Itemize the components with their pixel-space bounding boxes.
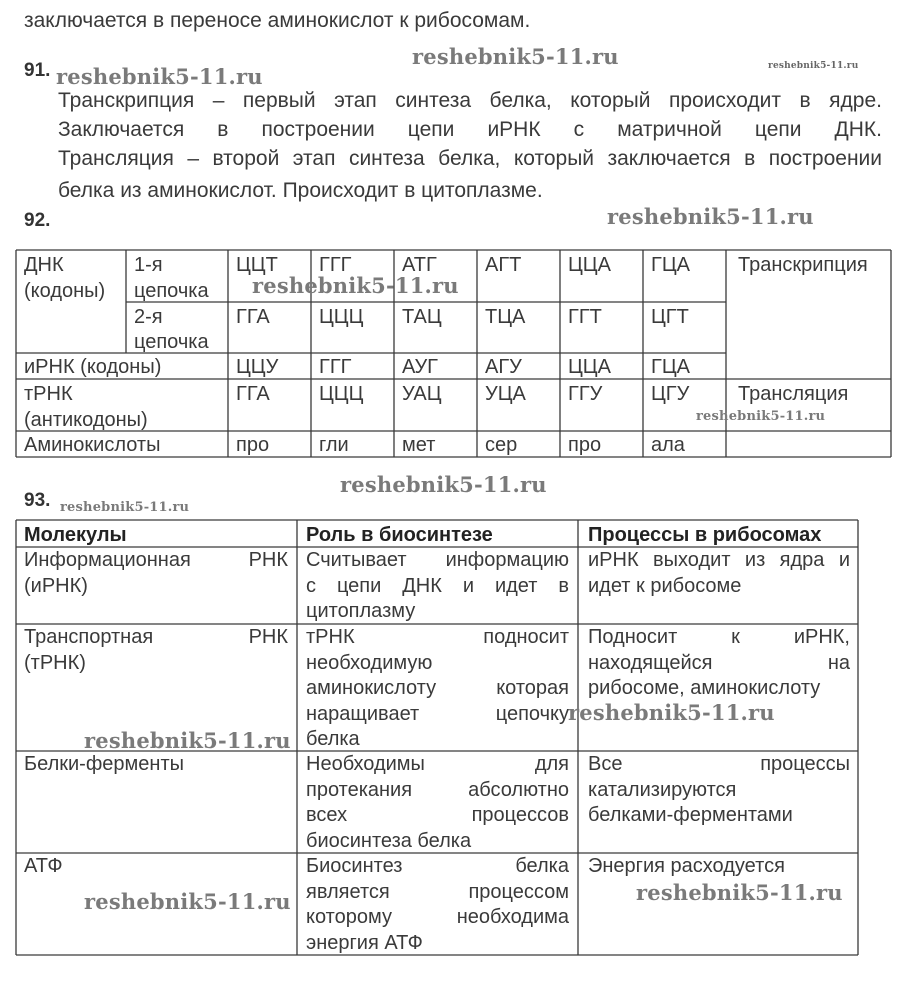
row2-role	[306, 625, 569, 753]
chain1-label-1: 1-я	[134, 254, 163, 276]
s91-line-3: Трансляция – второй этап синтеза белка, который заключается в построении	[58, 147, 882, 170]
row2-molecule	[24, 625, 288, 676]
row2-process-line: рибосоме, аминокислоту	[588, 677, 821, 699]
row2-process	[588, 625, 850, 702]
mrna-codon: ЦЦА	[568, 356, 611, 378]
row4-role-line: Биосинтез белка	[306, 855, 569, 877]
row3-role-line: всех процессов	[306, 804, 569, 826]
trna-anticodon: ГГА	[236, 383, 270, 405]
amino-acid: про	[236, 434, 270, 456]
amino-acid: мет	[402, 434, 436, 456]
amino-acid: гли	[319, 434, 349, 456]
trna-anticodon: УАЦ	[402, 383, 442, 405]
header-processes: Процессы в рибосомах	[588, 524, 822, 546]
amino-acid: сер	[485, 434, 518, 456]
row3-molecule	[24, 752, 288, 778]
mrna-label: иРНК (кодоны)	[24, 356, 162, 378]
process-transcription: Транскрипция	[738, 254, 868, 276]
section-91-number: 91.	[24, 60, 51, 81]
watermark: reshebnik5-11.ru	[56, 64, 263, 89]
row3-role-line: протекания абсолютно	[306, 778, 569, 801]
watermark: reshebnik5-11.ru	[696, 409, 826, 424]
chain2-codon: ЦЦЦ	[319, 306, 364, 328]
header-molecules: Молекулы	[24, 524, 127, 546]
header-role: Роль в биосинтезе	[306, 524, 493, 546]
row2-molecule-line: Транспортная РНК	[24, 626, 288, 648]
row2-role-line: белка	[306, 728, 360, 750]
amino-acid: ала	[651, 434, 685, 456]
row3-molecule-line: Белки-ферменты	[24, 753, 184, 775]
chain2-codon: ТЦА	[485, 306, 526, 328]
row1-process	[588, 548, 850, 599]
row2-role-line: аминокислоту которая	[306, 677, 569, 699]
row1-molecule-line: Информационная РНК	[24, 549, 288, 571]
row3-process	[588, 752, 850, 829]
chain2-codon: ГГТ	[568, 306, 602, 328]
trna-anticodon: УЦА	[485, 383, 526, 405]
row1-role	[306, 548, 569, 625]
row2-process-line: находящейся на	[588, 651, 850, 674]
row1-molecule-line: (иРНК)	[24, 574, 88, 597]
trna-label-1: тРНК	[24, 383, 73, 405]
s91-line-1: Транскрипция – первый этап синтеза белка, который происходит в ядре.	[58, 89, 882, 112]
row4-role-line: является процессом	[306, 880, 569, 903]
row4-role-line: энергия АТФ	[306, 931, 423, 954]
watermark: reshebnik5-11.ru	[84, 728, 291, 753]
chain1-codon: ЦЦА	[568, 254, 611, 276]
row4-process	[588, 854, 850, 880]
chain1-label-2: цепочка	[134, 280, 209, 302]
row1-role-line: цитоплазму	[306, 600, 416, 622]
row4-process-line: Энергия расходуется	[588, 855, 785, 877]
row1-process-line: иРНК выходит из ядра и	[588, 549, 850, 571]
section-92-number: 92.	[24, 210, 51, 231]
row3-process-line: белками-ферментами	[588, 804, 793, 826]
row3-role-line: биосинтеза белка	[306, 829, 472, 852]
trna-anticodon: ГГУ	[568, 383, 603, 405]
watermark: reshebnik5-11.ru	[412, 44, 619, 69]
s91-line-4: белка из аминокислот. Происходит в цитоплазме.	[58, 179, 543, 202]
watermark: reshebnik5-11.ru	[84, 889, 291, 914]
mrna-codon: ЦЦУ	[236, 356, 279, 378]
trna-label-2: (антикодоны)	[24, 409, 148, 431]
aa-label: Аминокислоты	[24, 434, 161, 456]
mrna-codon: АГУ	[485, 356, 522, 378]
chain2-codon: ЦГТ	[651, 306, 689, 328]
process-translation: Трансляция	[738, 383, 849, 405]
mrna-codon: АУГ	[402, 356, 438, 378]
section-93-number: 93.	[24, 490, 51, 511]
chain1-codon: АТГ	[402, 254, 437, 276]
row4-molecule	[24, 854, 288, 880]
s91-line-2: Заключается в построении цепи иРНК с матричной цепи ДНК.	[58, 118, 882, 141]
chain1-codon: ГЦА	[651, 254, 690, 276]
watermark: reshebnik5-11.ru	[60, 500, 190, 515]
row1-process-line: идет к рибосоме	[588, 574, 742, 597]
mrna-codon: ГГГ	[319, 356, 352, 378]
row3-process-line: катализируются	[588, 778, 737, 801]
chain1-codon: ГГГ	[319, 254, 352, 276]
row1-role-line: Считывает информацию	[306, 549, 569, 571]
watermark: reshebnik5-11.ru	[607, 204, 814, 229]
row4-molecule-line: АТФ	[24, 855, 63, 877]
row4-role-line: которому необходима	[306, 906, 569, 928]
watermark: reshebnik5-11.ru	[568, 700, 775, 725]
dna-label-1: ДНК	[24, 254, 64, 276]
row3-role	[306, 752, 569, 854]
row2-role-line: тРНК подносит	[306, 626, 569, 648]
dna-label-2: (кодоны)	[24, 280, 106, 302]
row2-role-line: наращивает цепочку	[306, 702, 569, 725]
chain2-codon: ГГА	[236, 306, 270, 328]
row1-molecule	[24, 548, 288, 599]
watermark: reshebnik5-11.ru	[636, 880, 843, 905]
row3-role-line: Необходимы для	[306, 753, 569, 775]
watermark: reshebnik5-11.ru	[252, 273, 459, 298]
row2-role-line: необходимую	[306, 651, 433, 674]
trna-anticodon: ЦЦЦ	[319, 383, 364, 405]
amino-acid: про	[568, 434, 602, 456]
chain2-codon: ТАЦ	[402, 306, 442, 328]
row3-process-line: Все процессы	[588, 753, 850, 775]
row2-process-line: Подносит к иРНК,	[588, 626, 850, 648]
watermark: reshebnik5-11.ru	[340, 472, 547, 497]
chain2-label-2: цепочка	[134, 331, 209, 353]
chain1-codon: АГТ	[485, 254, 522, 276]
row1-role-line: с цепи ДНК и идет в	[306, 574, 569, 597]
row2-molecule-line: (тРНК)	[24, 651, 86, 674]
trna-anticodon: ЦГУ	[651, 383, 690, 405]
intro-line: заключается в переносе аминокислот к рибосомам.	[24, 9, 531, 32]
chain2-label-1: 2-я	[134, 306, 163, 328]
watermark: reshebnik5-11.ru	[768, 61, 859, 71]
mrna-codon: ГЦА	[651, 356, 690, 378]
row4-role	[306, 854, 569, 956]
chain1-codon: ЦЦТ	[236, 254, 278, 276]
